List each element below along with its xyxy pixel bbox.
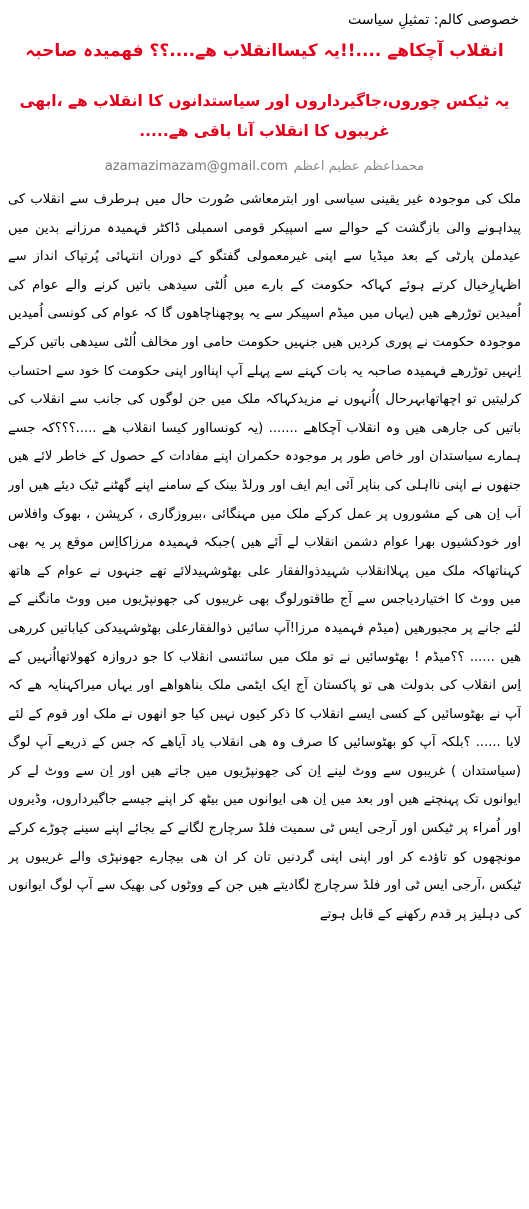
column-kicker: خصوصی کالم: تمثیلِ سیاست bbox=[348, 12, 519, 28]
article-headline: انقلاب آچکاھے ....!!یہ کیساانقلاب ھے....؟؟ فھمیدہ صاحبہ bbox=[25, 41, 504, 61]
author-byline bbox=[10, 154, 519, 178]
author-name: محمداعظم عظیم اعظم bbox=[293, 158, 425, 174]
article-subheadline: یہ ٹیکس چوروں،جاگیرداروں اور سیاستدانوں کا انقلاب ھے ،ابھی غریبوں کا انقلاب آنا باقی ھے..... bbox=[19, 92, 510, 140]
article-body: ملک کی موجودہ غیر یقینی سیاسی اور ابترمعاشی صُورت حال میں ہرطرف سے انقلاب کی پیداہونے والی بازگشت کے حوالے سے اسپیکر قومی اسمبلی ڈاکٹر فہمیدہ مرزانے بدین میں عیدملن پارٹی کے بعد میڈیا سے اپنی غیرمعمولی گفتگو کے دوران انتہائی پُرتپاک انداز سے اظہارِخیال کرتے ہوئے کہاکہ حکومت کے بارے میں اُلٹی سیدھی باتیں کرنے والے عوام کی اُمیدیں توڑرھے ھیں (یہاں میں میڈم اسپیکر سے یہ پوچھناچاھوں گا کہ عوام کی کونسی اُمیدیں موجودہ حکومت نے پوری کردیں ھیں جنہیں حکومت حامی اور مخالف اُلٹی سیدھی باتیں کرکے اِنہیں توڑرھے فہمیدہ صاحبہ یہ بات کہنے سے پہلے آپ اپنااور اپنی حکومت کا خود سے احتساب کرلیتیں تو اچھاتھابہرحال )اُنہوں نے مزیدکہاکہ ملک میں جن لوگوں کی جانب سے انقلاب کی باتیں کی جارھی ھیں وہ انقلاب آچکاھے ....... (یہ کونسااور کیسا انقلاب ھے .....؟؟؟کہ جسے ہمارے سیاستدان اور خاص طور پر موجودہ حکمران اپنے مفادات کے حصول کے خاطر لائے ھیں جنھوں نے اپنی نااہلی کی بناپر آئی ایم ایف اور ورلڈ بینک کے سامنے اپنے گھٹنے ٹیک دیئے ھیں اور اَب اِن ھی کے مشوروں پر عمل کرکے ملک میں مہنگائی ،بیروزگاری ، کرپشن ، بھوک وافلاس اور خودکشیوں بھرا عوام دشمن انقلاب لے آئے ھیں )جبکہ فہمیدہ مرزاکااِس موقع پر یہ بھی کہناتھاکہ ملک میں پہلاانقلاب شہیدذوالفقار علی بھٹوشہیدلائے تھے جنہوں نے عوام کے ھاتھ میں ووٹ کا اختیاردیاجس سے آج طاقتورلوگ بھی غریبوں کی جھونپڑیوں میں ووٹ مانگنے کے لئے جانے پر مجبورھیں (میڈم فہمیدہ مرزا!آپ سائیں ذوالفقارعلی بھٹوشہیدکی کیاباتیں کررھی ھیں ...... ؟؟میڈم ! بھٹوسائیں نے تو ملک میں سائنسی انقلاب کا جو دروازہ کھولاتھااُنہیں کے اِس انقلاب کی بدولت ھی تو پاکستان آج ایک ایٹمی ملک بناھواھے اور یہاں میراکہنایہ ھے کہ آپ نے بھٹوسائیں کے کسی ایسے انقلاب کا ذکر کیوں نہیں کیا جو انھوں نے ملک اور قوم کے لئے لایا ...... ؟بلکہ آپ کو بھٹوسائیں کا صرف وہ ھی انقلاب یاد آیاھے کہ جس کے ذریعے آپ لوگ (سیاستدان ) غریبوں سے ووٹ لینے اِن کی جھونپڑیوں میں جاتے ھیں اور اِن سے ووٹ لے کر ایوانوں تک پہنچتے ھیں اور بعد میں اِن ھی ایوانوں میں بیٹھ کر اپنے جیسے جاگیرداروں، وڈیروں اور اُمراء پر ٹیکس اور آرجی ایس ٹی سمیت فلڈ سرچارج لگانے کے بجائے اپنے سینے چوڑے کرکے مونچھوں کو تاؤدے کر اور اپنی اپنی گردنیں تان کر ان ھی بیچارے جھونپڑی والے غریبوں پر ٹیکس ،آرجی ایس ٹی اور فلڈ سرچارج لگادیتے ھیں جن کے ووٹوں کی بھیک سے آپ لوگ ایوانوں کی دہلیز پر قدم رکھنے کے قابل ہوتے bbox=[8, 192, 521, 922]
author-email: azamazimazam@gmail.com bbox=[104, 158, 288, 174]
